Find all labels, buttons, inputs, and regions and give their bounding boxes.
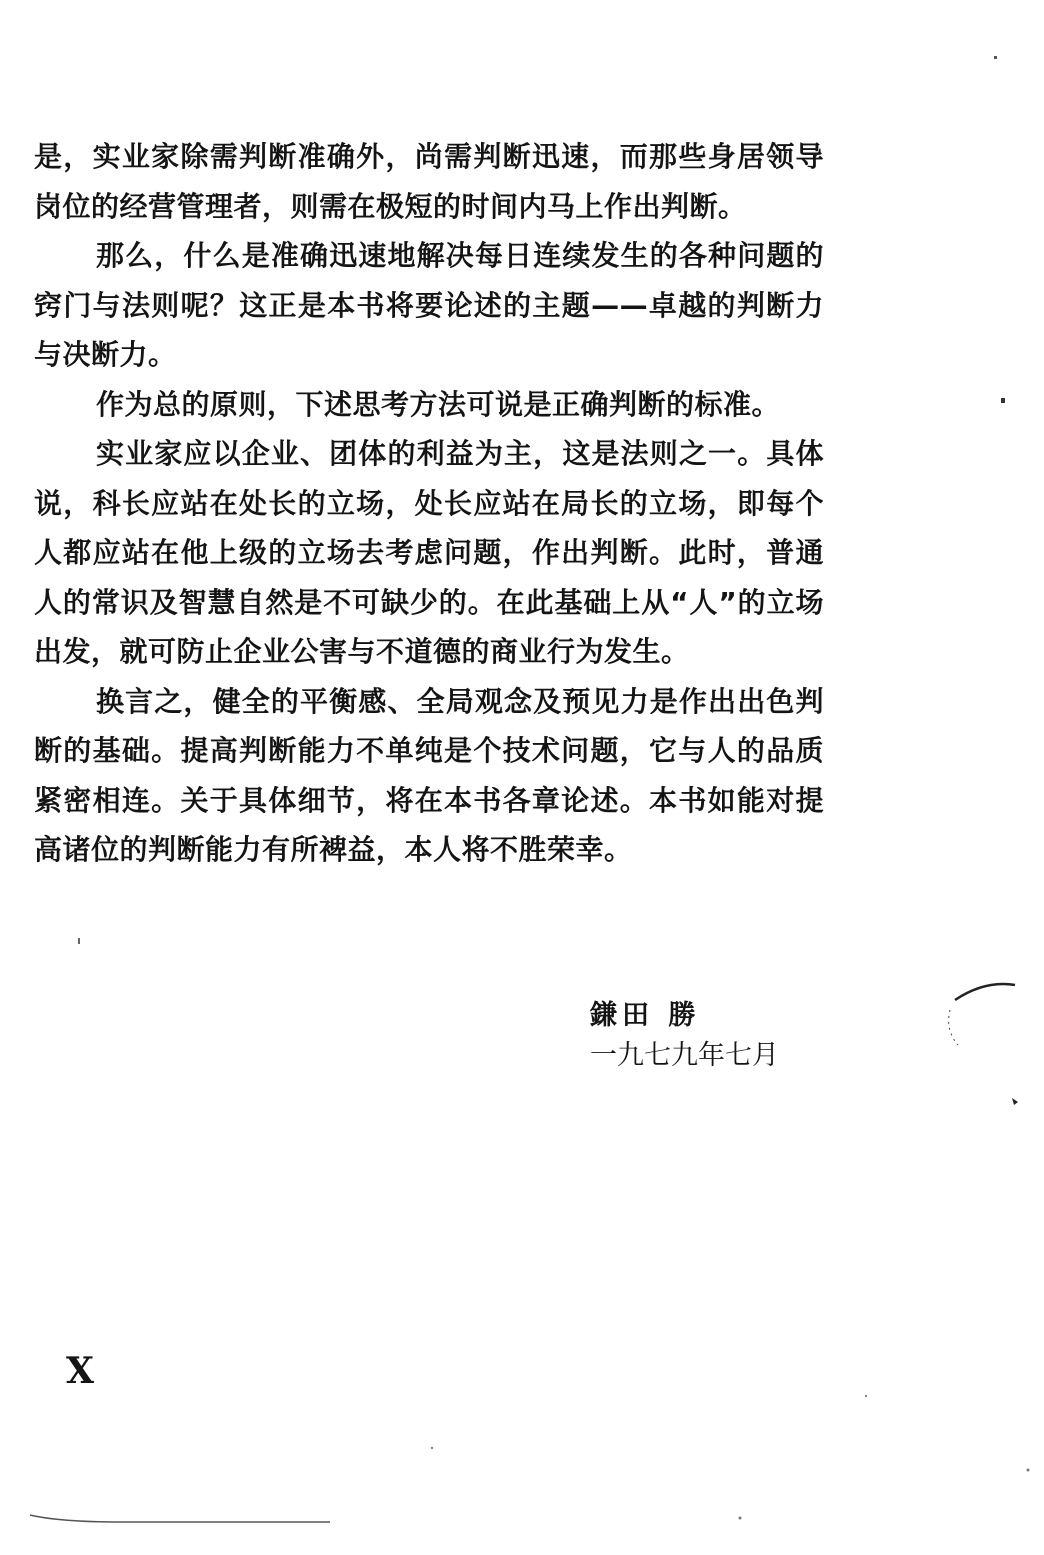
- paragraph-5: 换言之，健全的平衡感、全局观念及预见力是作出出色判断的基础。提高判断能力不单纯是个技术问题，它与人的品质紧密相连。关于具体细节，将在本书各章论述。本书如能对提高诸位的判断能力有所裨益，本人将不胜荣幸。: [34, 684, 824, 866]
- paragraph-1: 是，实业家除需判断准确外，尚需判断迅速，而那些身居领导岗位的经营管理者，则需在极短的时间内马上作出判断。: [34, 140, 824, 223]
- paragraph-4: 实业家应以企业、团体的利益为主，这是法则之一。具体说，科长应站在处长的立场，处长应站在局长的立场，即每个人都应站在他上级的立场去考虑问题，作出判断。此时，普通人的常识及智慧自然是不可缺少的。在此基础上从“人”的立场出发，就可防止企业公害与不道德的商业行为发生。: [34, 437, 824, 668]
- page-number: X: [66, 1350, 94, 1392]
- paragraph-2: 那么，什么是准确迅速地解决每日连续发生的各种问题的窍门与法则呢？这正是本书将要论述的主题——卓越的判断力与决断力。: [34, 239, 824, 371]
- author-name: 鎌田 勝: [590, 1000, 701, 1031]
- signature-date: 一九七九年七月: [590, 1040, 779, 1071]
- paragraph-3: 作为总的原则，下述思考方法可说是正确判断的标准。: [96, 387, 781, 421]
